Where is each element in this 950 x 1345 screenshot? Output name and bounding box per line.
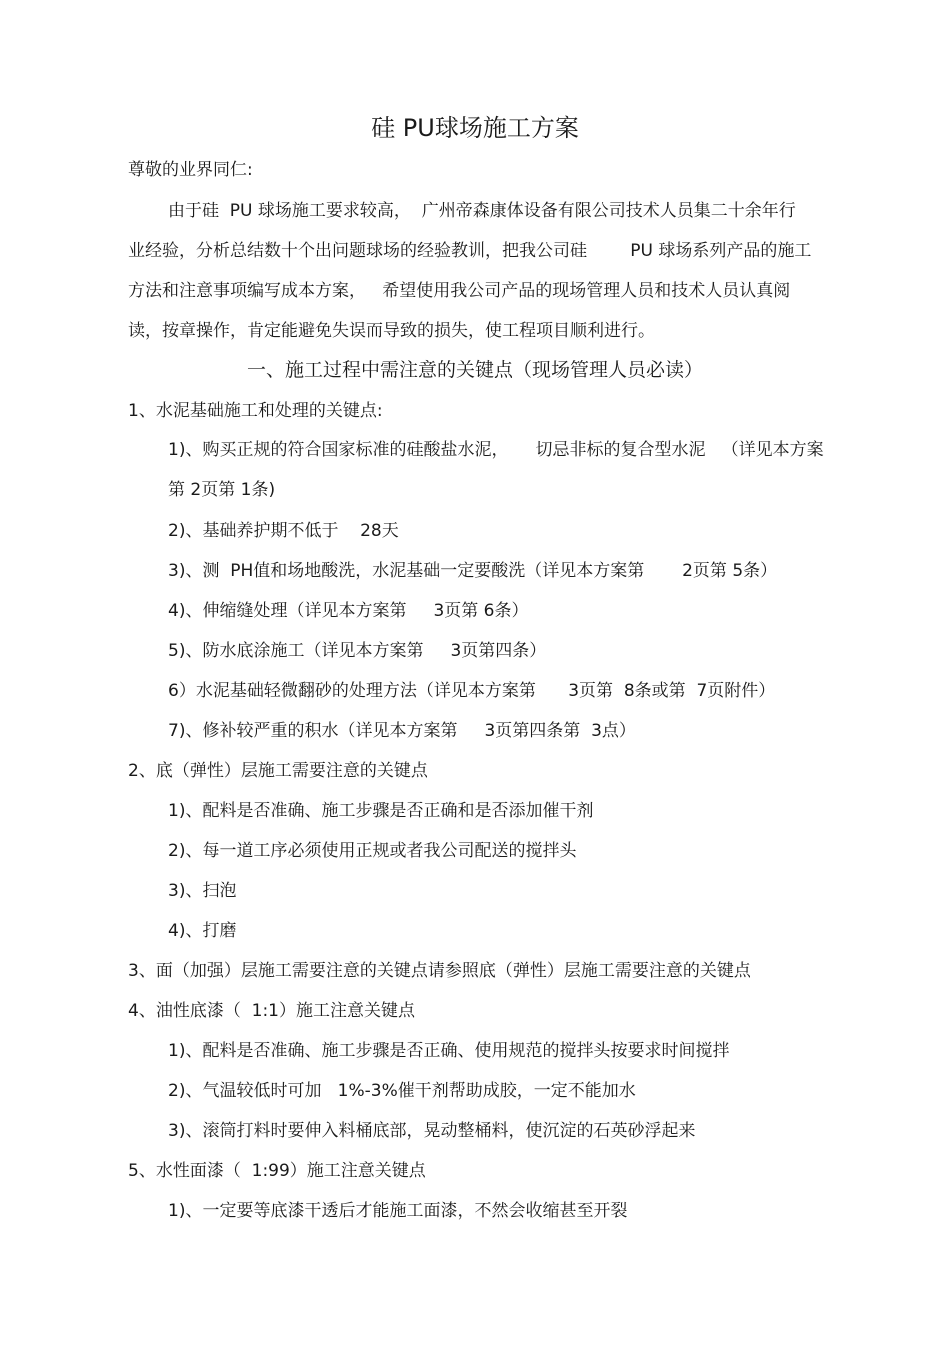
sub-item: 2)、基础养护期不低于 28天 — [168, 521, 399, 541]
sub-item: 6）水泥基础轻微翻砂的处理方法（详见本方案第 3页第 8条或第 7页附件） — [168, 681, 776, 701]
sub-item: 1)、配料是否准确、施工步骤是否正确和是否添加催干剂 — [168, 801, 594, 821]
sub-item: 7)、修补较严重的积水（详见本方案第 3页第四条第 3点） — [168, 721, 636, 741]
sub-item: 3)、滚筒打料时要伸入料桶底部，晃动整桶料，使沉淀的石英砂浮起来 — [168, 1121, 696, 1141]
sub-item: 4)、伸缩缝处理（详见本方案第 3页第 6条） — [168, 601, 529, 621]
sub-item: 3)、扫泡 — [168, 881, 237, 901]
greeting: 尊敬的业界同仁: — [128, 160, 253, 180]
sub-item: 2)、气温较低时可加 1%-3%催干剂帮助成胶，一定不能加水 — [168, 1081, 636, 1101]
page-title: 硅 PU球场施工方案 — [371, 114, 579, 142]
list-item: 5、水性面漆（ 1:99）施工注意关键点 — [128, 1161, 426, 1181]
sub-item: 第 2页第 1条) — [168, 480, 276, 500]
intro-line: 方法和注意事项编写成本方案， 希望使用我公司产品的现场管理人员和技术人员认真阅 — [128, 281, 791, 301]
sub-item: 3)、测 PH值和场地酸洗，水泥基础一定要酸洗（详见本方案第 2页第 5条） — [168, 561, 778, 581]
list-item: 1、水泥基础施工和处理的关键点: — [128, 401, 383, 421]
sub-item: 1)、购买正规的符合国家标准的硅酸盐水泥， 切忌非标的复合型水泥 （详见本方案 — [168, 440, 824, 460]
intro-line: 读，按章操作，肯定能避免失误而导致的损失，使工程项目顺利进行。 — [128, 321, 655, 341]
list-item: 4、油性底漆（ 1:1）施工注意关键点 — [128, 1001, 415, 1021]
section-heading: 一、施工过程中需注意的关键点（现场管理人员必读） — [246, 359, 703, 381]
sub-item: 5)、防水底涂施工（详见本方案第 3页第四条） — [168, 641, 547, 661]
intro-line: 由于硅 PU 球场施工要求较高， 广州帝森康体设备有限公司技术人员集二十余年行 — [168, 201, 796, 221]
sub-item: 4)、打磨 — [168, 921, 237, 941]
list-item: 3、面（加强）层施工需要注意的关键点请参照底（弹性）层施工需要注意的关键点 — [128, 961, 751, 981]
list-item: 2、底（弹性）层施工需要注意的关键点 — [128, 761, 428, 781]
sub-item: 2)、每一道工序必须使用正规或者我公司配送的搅拌头 — [168, 841, 577, 861]
intro-line: 业经验，分析总结数十个出问题球场的经验教训，把我公司硅 PU 球场系列产品的施工 — [128, 241, 812, 261]
sub-item: 1)、一定要等底漆干透后才能施工面漆，不然会收缩甚至开裂 — [168, 1201, 628, 1221]
sub-item: 1)、配料是否准确、施工步骤是否正确、使用规范的搅拌头按要求时间搅拌 — [168, 1041, 730, 1061]
